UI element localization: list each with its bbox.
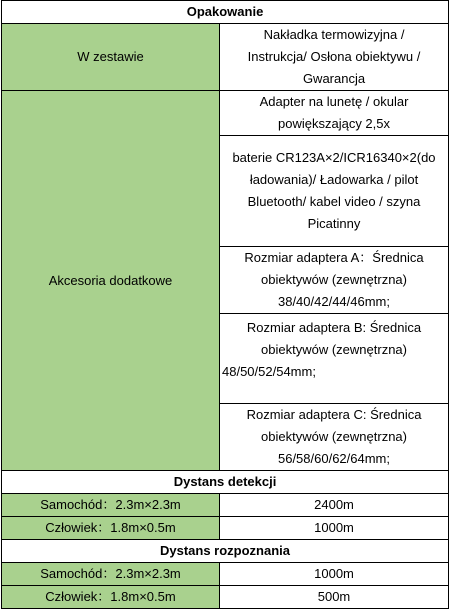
- row-recognition-person: [2, 586, 449, 609]
- value-line: powiększający 2,5x: [278, 116, 390, 131]
- value-line: obiektywów (zewnętrzna): [261, 429, 407, 444]
- section-header-packaging: Opakowanie: [2, 1, 449, 24]
- value-line: Nakładka termowizyjna /: [263, 27, 405, 42]
- row-accessory-1: [2, 91, 449, 136]
- value-line: Gwarancja: [302, 71, 366, 86]
- value-line: Rozmiar adaptera A：Średnica: [244, 250, 424, 265]
- value-line: Bluetooth/ kabel video / szyna: [247, 194, 421, 209]
- value-line: Picatinny: [307, 216, 361, 231]
- value-line: 38/40/42/44/46mm;: [277, 294, 391, 309]
- section-row-detection: [2, 471, 449, 494]
- value-line: ładowania)/ Ładowarka / pilot: [249, 172, 419, 187]
- label-detection-car: Samochód：2.3m×2.3m: [2, 494, 220, 517]
- value-line: baterie CR123A×2/ICR16340×2(do: [232, 150, 436, 165]
- value-line: obiektywów (zewnętrzna): [261, 272, 407, 287]
- value-in-set: [220, 24, 449, 91]
- row-detection-car: [2, 494, 449, 517]
- label-recognition-car: Samochód：2.3m×2.3m: [2, 563, 220, 586]
- accessory-item: [220, 404, 449, 471]
- label-in-set: W zestawie: [2, 24, 220, 91]
- label-accessories: Akcesoria dodatkowe: [2, 91, 220, 471]
- row-recognition-car: [2, 563, 449, 586]
- value-line: 48/50/52/54mm;: [222, 364, 316, 379]
- value-line: Instrukcja/ Osłona obiektywu /: [247, 49, 421, 64]
- label-detection-person: Człowiek：1.8m×0.5m: [2, 517, 220, 540]
- section-header-detection: Dystans detekcji: [2, 471, 449, 494]
- section-row-packaging: [2, 1, 449, 24]
- value-detection-car: 2400m: [220, 494, 449, 517]
- label-recognition-person: Człowiek：1.8m×0.5m: [2, 586, 220, 609]
- value-line: Rozmiar adaptera C: Średnica: [246, 407, 422, 422]
- spec-table: [1, 0, 449, 609]
- value-recognition-car: 1000m: [220, 563, 449, 586]
- value-line: 56/58/60/62/64mm;: [277, 451, 391, 466]
- section-header-recognition: Dystans rozpoznania: [2, 540, 449, 563]
- value-recognition-person: 500m: [220, 586, 449, 609]
- accessory-item: [220, 91, 449, 136]
- value-detection-person: 1000m: [220, 517, 449, 540]
- value-line: Rozmiar adaptera B: Średnica: [246, 320, 422, 335]
- row-detection-person: [2, 517, 449, 540]
- value-line: obiektywów (zewnętrzna): [261, 342, 407, 357]
- row-in-set: [2, 24, 449, 91]
- accessory-item: [220, 247, 449, 314]
- section-row-recognition: [2, 540, 449, 563]
- value-line: Adapter na lunetę / okular: [259, 94, 409, 109]
- accessory-item: [220, 314, 449, 404]
- accessory-item: [220, 136, 449, 247]
